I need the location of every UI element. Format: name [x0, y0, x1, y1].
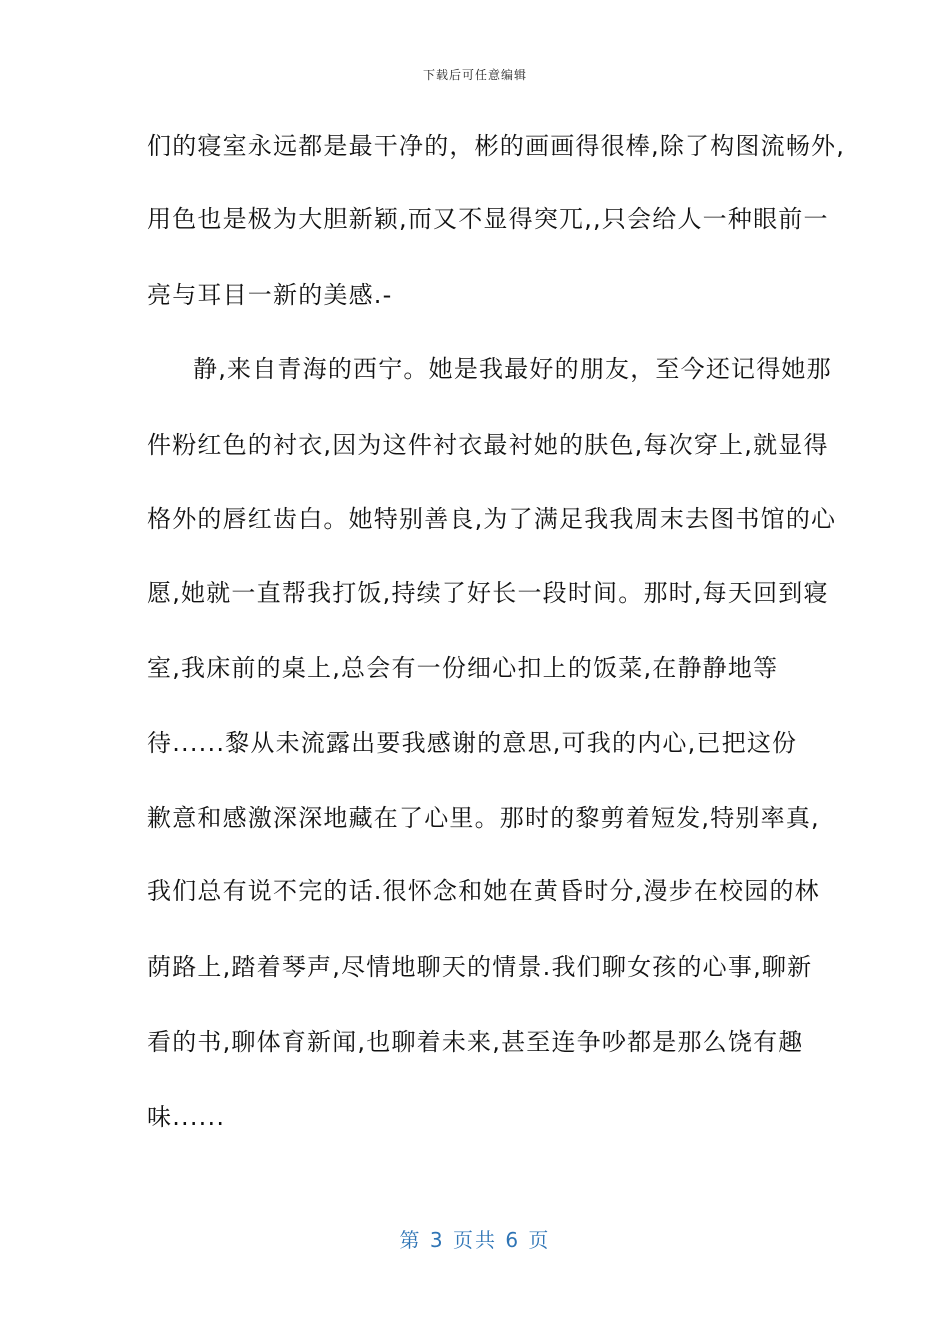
body-line: 看的书,聊体育新闻,也聊着未来,甚至连争吵都是那么饶有趣 — [147, 1028, 804, 1056]
body-line: 亮与耳目一新的美感.- — [147, 281, 393, 309]
body-line: 味...... — [147, 1103, 226, 1131]
body-line: 用色也是极为大胆新颖,而又不显得突兀,,只会给人一种眼前一 — [147, 205, 829, 233]
body-line: 件粉红色的衬衣,因为这件衬衣最衬她的肤色,每次穿上,就显得 — [147, 431, 829, 459]
paragraph-start-line: 静,来自青海的西宁。她是我最好的朋友，至今还记得她那 — [193, 355, 832, 383]
body-line: 格外的唇红齿白。她特别善良,为了满足我我周末去图书馆的心 — [147, 505, 837, 533]
body-line: 歉意和感激深深地藏在了心里。那时的黎剪着短发,特别率真, — [147, 804, 820, 832]
body-line: 我们总有说不完的话.很怀念和她在黄昏时分,漫步在校园的林 — [147, 877, 820, 905]
body-line: 室,我床前的桌上,总会有一份细心扣上的饭菜,在静静地等 — [147, 654, 779, 682]
body-line: 荫路上,踏着琴声,尽情地聊天的情景.我们聊女孩的心事,聊新 — [147, 953, 813, 981]
body-line: 愿,她就一直帮我打饭,持续了好长一段时间。那时,每天回到寝 — [147, 579, 829, 607]
page-number-footer: 第 3 页共 6 页 — [399, 1228, 551, 1252]
page-header: 下载后可任意编辑 — [422, 68, 527, 82]
body-line: 待......黎从未流露出要我感谢的意思,可我的内心,已把这份 — [147, 729, 798, 757]
body-line: 们的寝室永远都是最干净的，彬的画画得很棒,除了构图流畅外, — [147, 132, 846, 160]
